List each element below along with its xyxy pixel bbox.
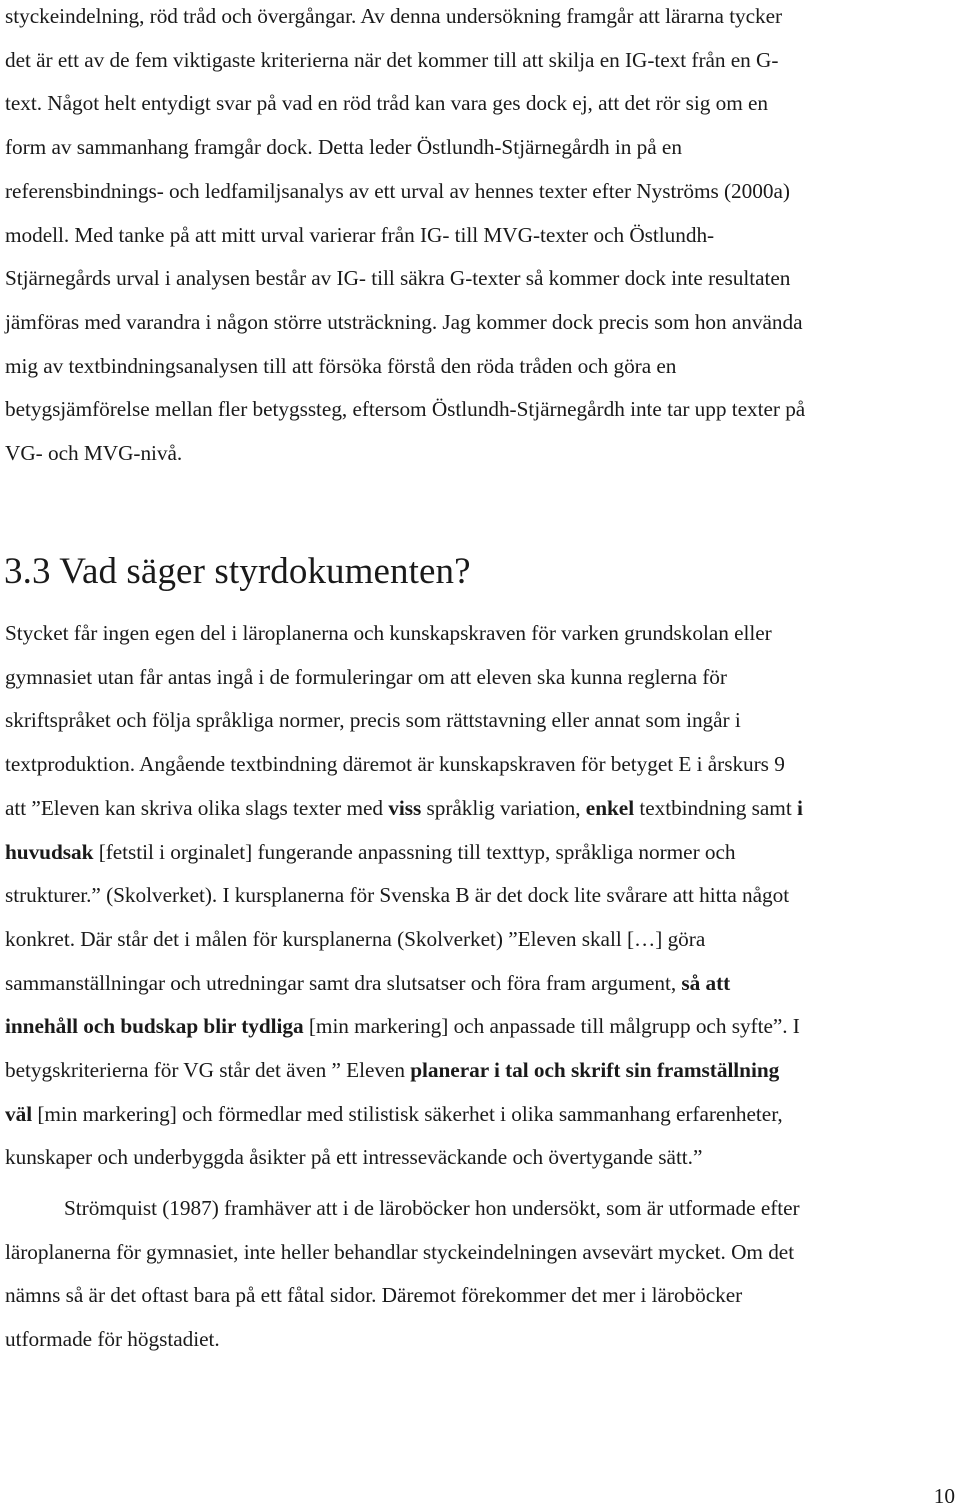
bold-run: enkel [585, 795, 635, 820]
text-line: jämföras med varandra i någon större utsträckning. Jag kommer dock precis som hon använda [5, 309, 803, 334]
bold-run: i [796, 795, 803, 820]
bold-run: huvudsak [5, 839, 94, 864]
text-line: modell. Med tanke på att mitt urval varierar från IG- till MVG-texter och Östlundh- [5, 222, 715, 247]
paragraph-styrdokument [5, 612, 957, 1180]
text-line: konkret. Där står det i målen för kursplanerna (Skolverket) ”Eleven skall […] göra [5, 926, 706, 951]
text-run: att ”Eleven kan skriva olika slags texter med [5, 795, 389, 820]
bold-run: planerar i tal och skrift sin framställning [410, 1058, 780, 1083]
paragraph-intro [5, 0, 957, 476]
text-line: styckeindelning, röd tråd och övergångar. Av denna undersökning framgår att lärarna tycker [5, 4, 783, 28]
text-line [5, 1005, 957, 1049]
text-run: textbindning samt [634, 795, 797, 820]
text-run: sammanställningar och utredningar samt dra slutsatser och föra fram argument, [5, 970, 682, 995]
text-line [5, 831, 957, 875]
text-line: utformade för högstadiet. [5, 1327, 220, 1352]
text-line: betygsjämförelse mellan fler betygssteg, eftersom Östlundh-Stjärnegårdh inte tar upp texter på [5, 397, 806, 422]
bold-run: viss [388, 795, 422, 820]
text-line: form av sammanhang framgår dock. Detta leder Östlundh-Stjärnegårdh in på en [5, 135, 682, 160]
text-run: språklig variation, [421, 795, 586, 820]
text-line [5, 962, 957, 1006]
text-line: referensbindnings- och ledfamiljsanalys av ett urval av hennes texter efter Nyströms (2000a) [5, 178, 790, 203]
bold-run: väl [5, 1101, 33, 1126]
bold-run: så att [681, 970, 731, 995]
text-line: strukturer.” (Skolverket). I kursplanerna för Svenska B är det dock lite svårare att hitta något [5, 883, 790, 908]
text-run: [min markering] och anpassade till målgrupp och syfte”. I [303, 1014, 800, 1039]
text-line: textproduktion. Angående textbindning däremot är kunskapskraven för betyget E i årskurs 9 [5, 752, 785, 777]
text-line [5, 787, 957, 831]
text-line: Strömquist (1987) framhäver att i de läroböcker hon undersökt, som är utformade efter [64, 1196, 800, 1220]
bold-run: innehåll och budskap blir tydliga [5, 1014, 304, 1039]
text-line: VG- och MVG-nivå. [5, 441, 183, 466]
page-number: 10 [933, 1484, 955, 1508]
section-heading: 3.3 Vad säger styrdokumenten? [4, 551, 471, 592]
text-run: betygskriterierna för VG står det även ” Eleven [5, 1058, 411, 1083]
text-line: text. Något helt entydigt svar på vad en röd tråd kan vara ges dock ej, att det rör sig om en [5, 91, 768, 116]
paragraph-stromquist [5, 1187, 957, 1362]
text-line [5, 1093, 957, 1137]
text-line: mig av textbindningsanalysen till att försöka förstå den röda tråden och göra en [5, 353, 677, 378]
text-line: nämns så är det oftast bara på ett fåtal sidor. Däremot förekommer det mer i läroböcker [5, 1283, 743, 1308]
text-run: [fetstil i orginalet] fungerande anpassning till texttyp, språkliga normer och [93, 839, 736, 864]
text-line: Stjärnegårds urval i analysen består av IG- till säkra G-texter så kommer dock inte resultaten [5, 266, 791, 291]
text-line: skriftspråket och följa språkliga normer, precis som rättstavning eller annat som ingår i [5, 708, 741, 733]
text-line: Stycket får ingen egen del i läroplanerna och kunskapskraven för varken grundskolan eller [5, 621, 772, 645]
text-line [5, 1049, 957, 1093]
text-line: gymnasiet utan får antas ingå i de formuleringar om att eleven ska kunna reglerna för [5, 664, 727, 689]
text-line: kunskaper och underbyggda åsikter på ett intresseväckande och övertygande sätt.” [5, 1145, 703, 1170]
text-run: [min markering] och förmedlar med stilistisk säkerhet i olika sammanhang erfarenheter, [32, 1101, 783, 1126]
text-line: läroplanerna för gymnasiet, inte heller behandlar styckeindelningen avsevärt mycket. Om det [5, 1239, 795, 1264]
text-line: det är ett av de fem viktigaste kriterierna när det kommer till att skilja en IG-text från en G- [5, 47, 779, 72]
